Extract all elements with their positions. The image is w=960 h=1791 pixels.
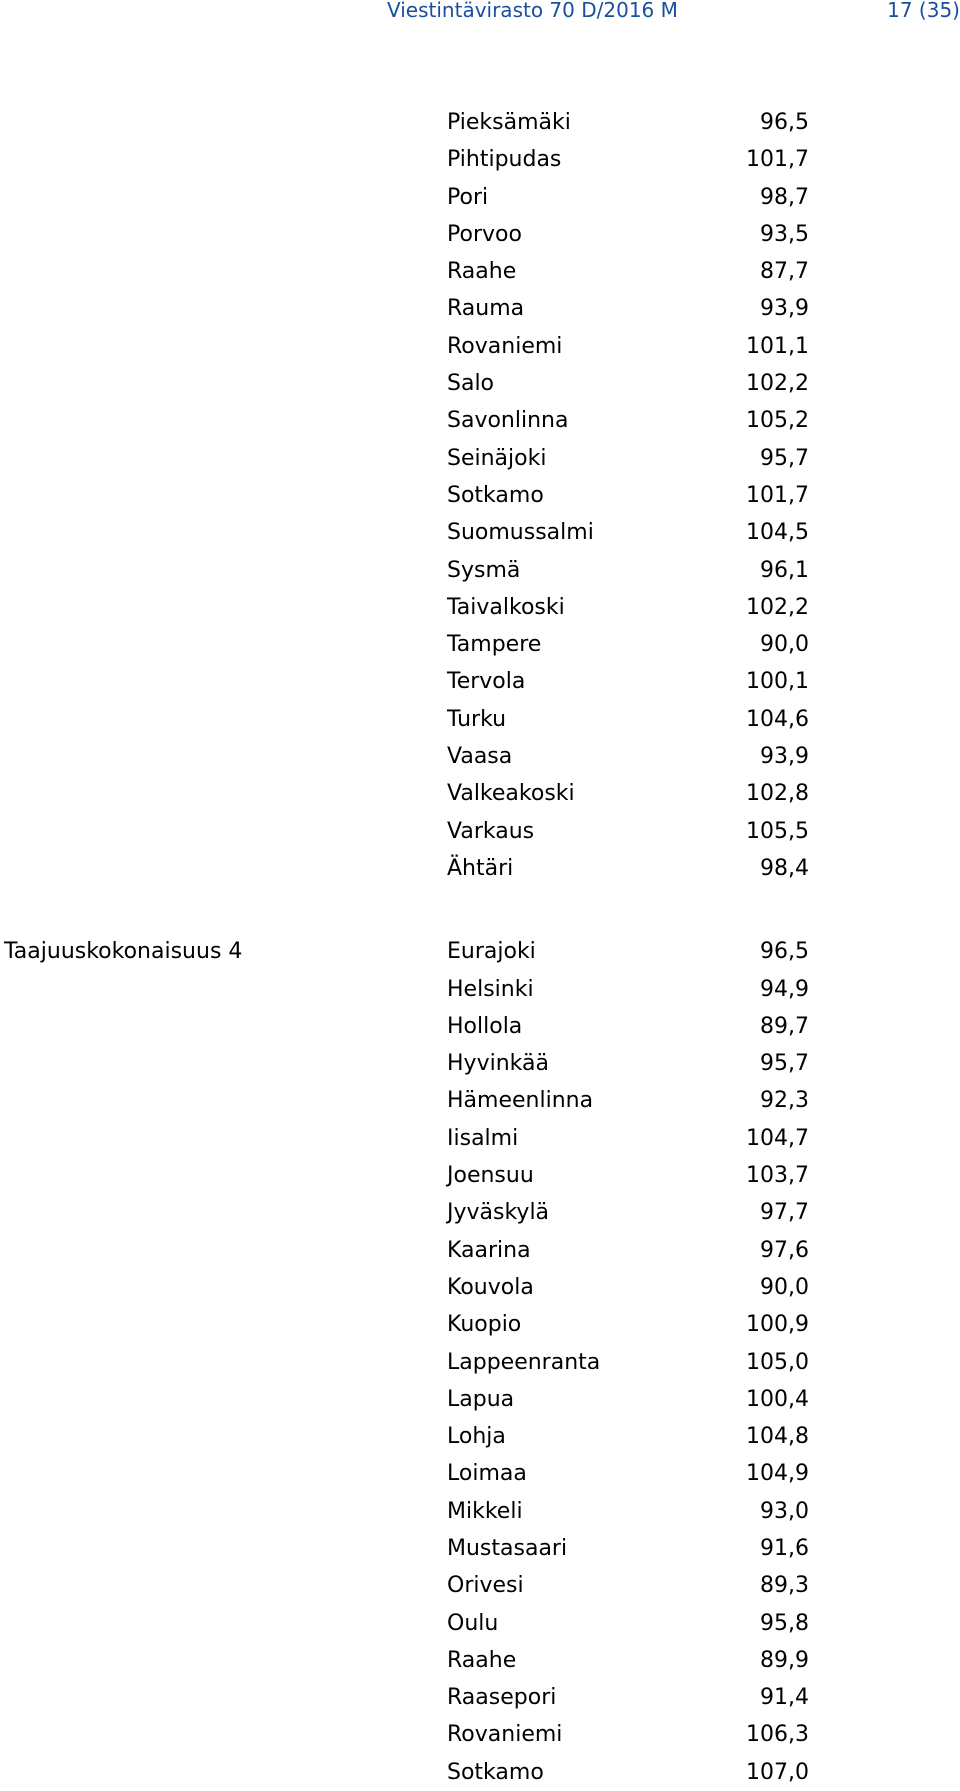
place-value: 95,8	[760, 1610, 809, 1636]
place-name: Kouvola	[447, 1274, 534, 1300]
place-name: Lapua	[447, 1386, 515, 1412]
place-name: Lohja	[447, 1424, 506, 1450]
table-row	[0, 1194, 960, 1231]
table-row	[0, 365, 960, 402]
place-value: 104,8	[746, 1424, 809, 1450]
place-value: 96,5	[760, 939, 809, 965]
group-label: Taajuuskokonaisuus 4	[4, 939, 243, 965]
place-name: Iisalmi	[447, 1125, 519, 1151]
place-name: Turku	[447, 706, 507, 732]
table-row	[0, 626, 960, 663]
table-row	[0, 1567, 960, 1604]
place-name: Pieksämäki	[447, 110, 571, 135]
place-value: 101,7	[746, 482, 809, 508]
table-row	[0, 1269, 960, 1306]
section-spacer	[0, 887, 960, 933]
table-row	[0, 402, 960, 439]
place-value: 105,0	[746, 1349, 809, 1375]
place-value: 94,9	[760, 976, 809, 1002]
place-name: Lappeenranta	[447, 1349, 601, 1375]
place-name: Hollola	[447, 1013, 523, 1039]
place-name: Pori	[447, 184, 489, 210]
place-name: Porvoo	[447, 221, 522, 247]
place-name: Vaasa	[447, 744, 513, 770]
place-value: 89,3	[760, 1573, 809, 1599]
place-value: 98,7	[760, 184, 809, 210]
place-name: Rovaniemi	[447, 1722, 563, 1748]
place-value: 90,0	[760, 632, 809, 658]
place-value: 90,0	[760, 1274, 809, 1300]
table-row	[0, 1455, 960, 1492]
place-value: 104,5	[746, 520, 809, 546]
table-row	[0, 290, 960, 327]
place-name: Kaarina	[447, 1237, 531, 1263]
place-value: 93,5	[760, 221, 809, 247]
place-name: Mustasaari	[447, 1535, 568, 1561]
table-row	[0, 1679, 960, 1716]
place-name: Kuopio	[447, 1312, 522, 1338]
table-row	[0, 1530, 960, 1567]
place-value: 93,9	[760, 744, 809, 770]
table-row	[0, 850, 960, 887]
place-name: Savonlinna	[447, 408, 569, 434]
table-row	[0, 1418, 960, 1455]
place-value: 101,7	[746, 147, 809, 173]
place-name: Rauma	[447, 296, 525, 322]
table-row	[0, 775, 960, 812]
place-value: 104,6	[746, 706, 809, 732]
place-value: 102,8	[746, 781, 809, 807]
place-value: 93,9	[760, 296, 809, 322]
table-row	[0, 216, 960, 253]
place-name: Loimaa	[447, 1461, 527, 1487]
place-name: Sotkamo	[447, 1759, 544, 1785]
table-row	[0, 1045, 960, 1082]
frequency-table	[0, 104, 960, 1791]
place-name: Helsinki	[447, 976, 534, 1002]
table-row	[0, 1493, 960, 1530]
place-value: 92,3	[760, 1088, 809, 1114]
place-value: 95,7	[760, 445, 809, 471]
table-row	[0, 1120, 960, 1157]
table-row	[0, 1344, 960, 1381]
place-value: 101,1	[746, 333, 809, 359]
place-value: 87,7	[760, 259, 809, 285]
place-name: Pihtipudas	[447, 147, 562, 173]
place-value: 98,4	[760, 855, 809, 881]
place-name: Sotkamo	[447, 482, 544, 508]
place-value: 100,9	[746, 1312, 809, 1338]
place-name: Joensuu	[447, 1163, 534, 1189]
table-row	[0, 1716, 960, 1753]
table-row	[0, 1306, 960, 1343]
place-value: 107,0	[746, 1759, 809, 1785]
table-row	[0, 738, 960, 775]
table-row	[0, 253, 960, 290]
table-row	[0, 701, 960, 738]
place-name: Oulu	[447, 1610, 499, 1636]
place-name: Raasepori	[447, 1685, 557, 1711]
place-name: Eurajoki	[447, 939, 536, 965]
table-row	[0, 104, 960, 141]
place-name: Ähtäri	[447, 855, 514, 881]
place-name: Hämeenlinna	[447, 1088, 594, 1114]
place-value: 102,2	[746, 371, 809, 397]
place-name: Hyvinkää	[447, 1051, 549, 1077]
place-value: 104,9	[746, 1461, 809, 1487]
place-value: 105,5	[746, 818, 809, 844]
table-row	[0, 440, 960, 477]
table-row	[0, 1008, 960, 1045]
place-value: 106,3	[746, 1722, 809, 1748]
place-name: Sysmä	[447, 557, 521, 583]
place-name: Salo	[447, 371, 495, 397]
place-name: Orivesi	[447, 1573, 524, 1599]
place-value: 105,2	[746, 408, 809, 434]
place-name: Seinäjoki	[447, 445, 547, 471]
table-row	[0, 971, 960, 1008]
place-name: Suomussalmi	[447, 520, 594, 546]
table-row	[0, 589, 960, 626]
place-value: 93,0	[760, 1498, 809, 1524]
place-value: 100,1	[746, 669, 809, 695]
table-row	[0, 552, 960, 589]
place-value: 102,2	[746, 594, 809, 620]
place-name: Taivalkoski	[447, 594, 565, 620]
place-value: 103,7	[746, 1163, 809, 1189]
place-value: 89,9	[760, 1647, 809, 1673]
place-value: 100,4	[746, 1386, 809, 1412]
table-row	[0, 663, 960, 700]
place-name: Tampere	[447, 632, 542, 658]
place-value: 95,7	[760, 1051, 809, 1077]
place-value: 97,6	[760, 1237, 809, 1263]
table-row	[0, 179, 960, 216]
place-value: 91,6	[760, 1535, 809, 1561]
table-row	[0, 1642, 960, 1679]
table-row	[0, 813, 960, 850]
place-name: Raahe	[447, 259, 517, 285]
document-title: Viestintävirasto 70 D/2016 M	[387, 0, 678, 22]
place-value: 96,5	[760, 110, 809, 135]
place-name: Raahe	[447, 1647, 517, 1673]
place-value: 97,7	[760, 1200, 809, 1226]
table-row	[0, 141, 960, 178]
place-name: Jyväskylä	[447, 1200, 550, 1226]
table-row	[0, 1754, 960, 1791]
place-name: Valkeakoski	[447, 781, 575, 807]
table-row	[0, 1082, 960, 1119]
table-row	[0, 1381, 960, 1418]
table-row	[0, 1157, 960, 1194]
page-number: 17 (35)	[887, 0, 960, 22]
table-row	[0, 1232, 960, 1269]
place-value: 91,4	[760, 1685, 809, 1711]
place-name: Rovaniemi	[447, 333, 563, 359]
place-value: 104,7	[746, 1125, 809, 1151]
table-row	[0, 514, 960, 551]
place-name: Tervola	[447, 669, 526, 695]
place-name: Mikkeli	[447, 1498, 523, 1524]
page-header	[0, 0, 960, 28]
table-row	[0, 1605, 960, 1642]
table-row	[0, 933, 960, 970]
table-row	[0, 477, 960, 514]
place-name: Varkaus	[447, 818, 535, 844]
place-value: 96,1	[760, 557, 809, 583]
place-value: 89,7	[760, 1013, 809, 1039]
table-row	[0, 328, 960, 365]
